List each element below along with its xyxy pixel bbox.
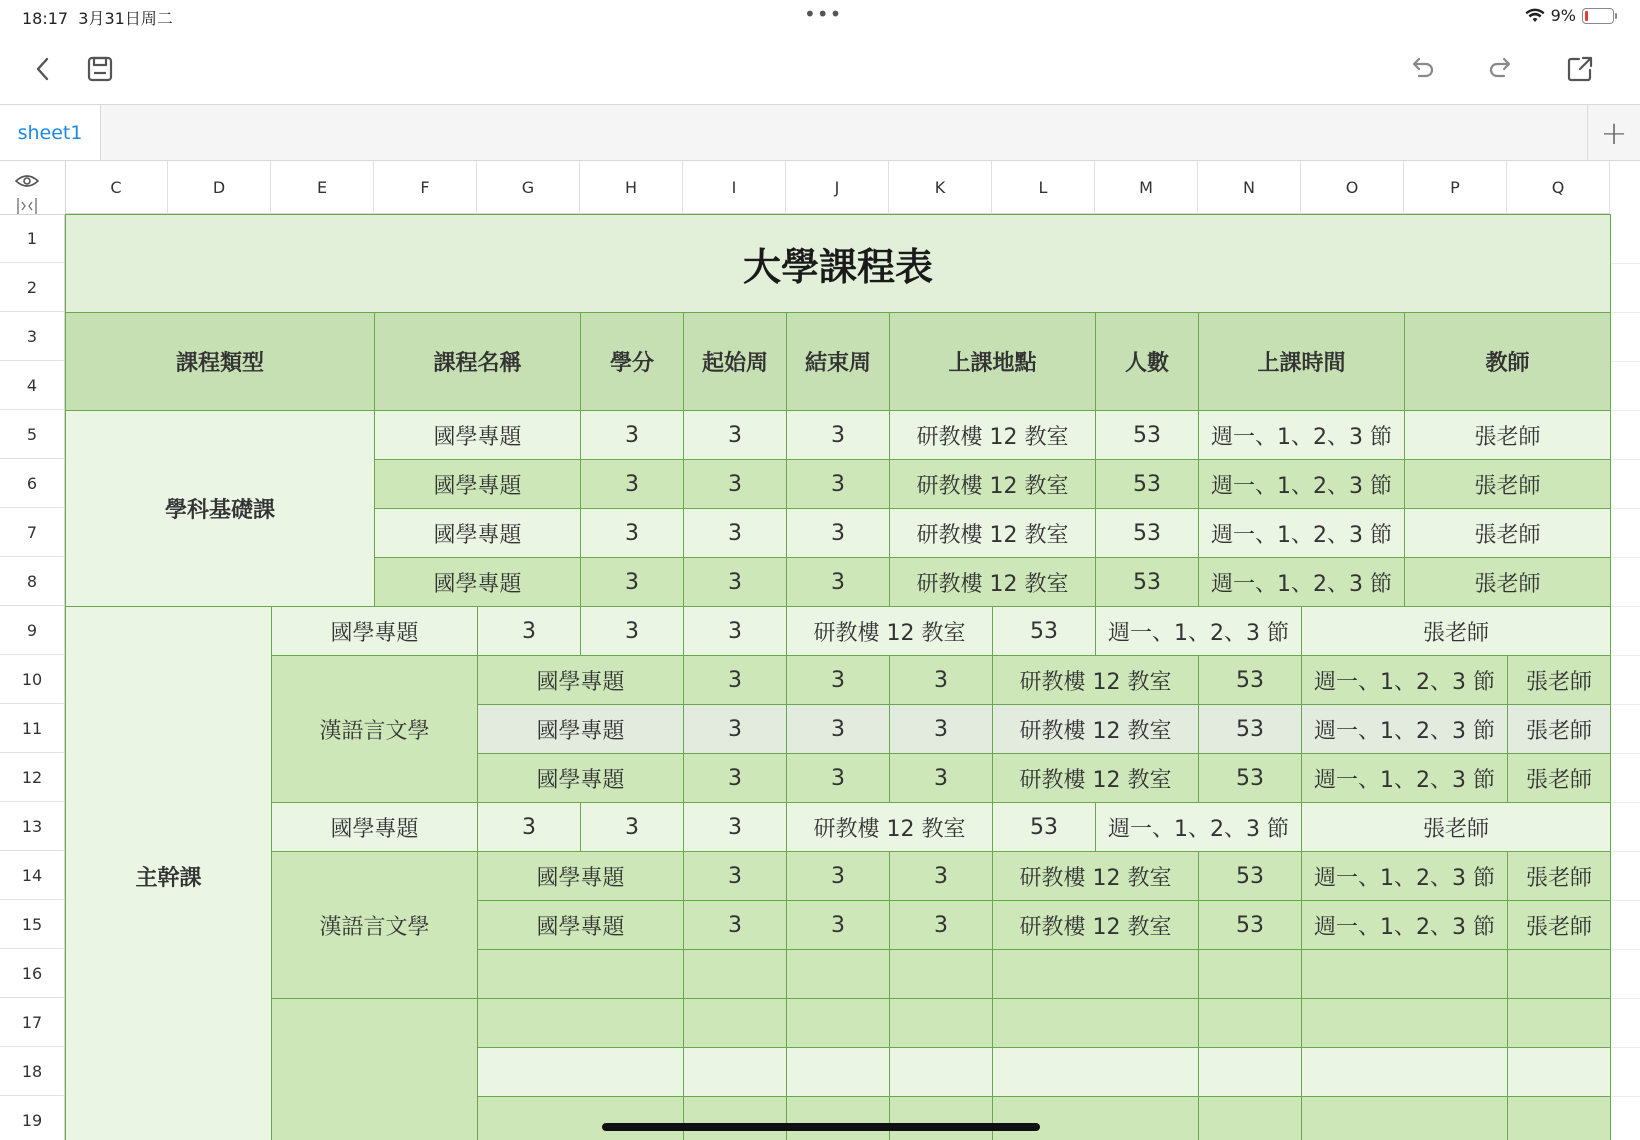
empty-cell[interactable] (786, 1047, 890, 1097)
empty-cell[interactable] (1301, 1047, 1508, 1097)
empty-cell[interactable] (889, 1096, 993, 1140)
empty-cell[interactable] (683, 998, 787, 1048)
empty-cell[interactable] (683, 1096, 787, 1140)
row-header-12[interactable]: 12 (0, 753, 65, 802)
cell-course-name[interactable]: 國學專題 (374, 459, 581, 509)
cell-time[interactable]: 週一、1、2、3 節 (1198, 459, 1405, 509)
header-teacher[interactable]: 教師 (1404, 312, 1611, 411)
column-header-e[interactable]: E (271, 161, 374, 214)
grid-corner[interactable] (0, 161, 66, 215)
empty-cell[interactable] (889, 998, 993, 1048)
row-header-18[interactable]: 18 (0, 1047, 65, 1096)
group-basic-course[interactable]: 學科基礎課 (65, 410, 375, 607)
cell-time[interactable]: 週一、1、2、3 節 (1095, 606, 1302, 656)
cell-teacher[interactable]: 張老師 (1404, 410, 1611, 460)
cell-count[interactable]: 53 (1095, 508, 1199, 558)
freeze-icon[interactable] (16, 197, 38, 215)
cell-location[interactable]: 研教樓 12 教室 (992, 753, 1199, 803)
cell-course-name[interactable]: 國學專題 (477, 753, 684, 803)
row-header-17[interactable]: 17 (0, 998, 65, 1047)
column-header-n[interactable]: N (1198, 161, 1301, 214)
cell-start-week[interactable]: 3 (683, 508, 787, 558)
empty-cell[interactable] (992, 949, 1199, 999)
empty-cell[interactable] (992, 998, 1199, 1048)
cell-teacher[interactable]: 張老師 (1301, 606, 1611, 656)
empty-cell[interactable] (477, 1047, 684, 1097)
cell-credit[interactable]: 3 (683, 900, 787, 950)
empty-cell[interactable] (477, 1096, 684, 1140)
header-count[interactable]: 人數 (1095, 312, 1199, 411)
cell-count[interactable]: 53 (1198, 900, 1302, 950)
cell-location[interactable]: 研教樓 12 教室 (992, 900, 1199, 950)
cell-end-week[interactable]: 3 (786, 557, 890, 607)
group-main-course[interactable]: 主幹課 (65, 606, 272, 1140)
empty-cell[interactable] (1198, 949, 1302, 999)
cell-start-week[interactable]: 3 (786, 704, 890, 754)
cell-time[interactable]: 週一、1、2、3 節 (1301, 900, 1508, 950)
empty-cell[interactable] (992, 1096, 1199, 1140)
cell-location[interactable]: 研教樓 12 教室 (992, 851, 1199, 901)
empty-cell[interactable] (1198, 998, 1302, 1048)
cell-course-name[interactable]: 國學專題 (271, 606, 478, 656)
cell-teacher[interactable]: 張老師 (1301, 802, 1611, 852)
empty-cell[interactable] (1507, 949, 1611, 999)
empty-cell[interactable] (1507, 998, 1611, 1048)
cell-count[interactable]: 53 (1198, 851, 1302, 901)
cell-credit[interactable]: 3 (580, 557, 684, 607)
row-header-2[interactable]: 2 (0, 263, 65, 312)
empty-cell[interactable] (683, 1047, 787, 1097)
row-header-3[interactable]: 3 (0, 312, 65, 361)
empty-cell[interactable] (477, 949, 684, 999)
column-header-p[interactable]: P (1404, 161, 1507, 214)
cell-teacher[interactable]: 張老師 (1507, 655, 1611, 705)
row-header-10[interactable]: 10 (0, 655, 65, 704)
group-chinese-literature-2[interactable]: 漢語言文學 (271, 851, 478, 999)
cell-time[interactable]: 週一、1、2、3 節 (1301, 851, 1508, 901)
cell-location[interactable]: 研教樓 12 教室 (889, 557, 1096, 607)
empty-cell[interactable] (786, 998, 890, 1048)
cell-teacher[interactable]: 張老師 (1404, 557, 1611, 607)
header-time[interactable]: 上課時間 (1198, 312, 1405, 411)
row-header-5[interactable]: 5 (0, 410, 65, 459)
add-sheet-button[interactable]: + (1587, 105, 1640, 160)
cell-course-name[interactable]: 國學專題 (477, 900, 684, 950)
cell-start-week[interactable]: 3 (786, 655, 890, 705)
cell-credit[interactable]: 3 (477, 802, 581, 852)
cell-course-name[interactable]: 國學專題 (271, 802, 478, 852)
column-header-d[interactable]: D (168, 161, 271, 214)
cell-location[interactable]: 研教樓 12 教室 (786, 802, 993, 852)
cell-teacher[interactable]: 張老師 (1507, 704, 1611, 754)
share-icon[interactable] (1563, 52, 1597, 86)
cell-teacher[interactable]: 張老師 (1507, 900, 1611, 950)
cell-credit[interactable]: 3 (580, 459, 684, 509)
header-location[interactable]: 上課地點 (889, 312, 1096, 411)
cell-start-week[interactable]: 3 (786, 851, 890, 901)
cell-time[interactable]: 週一、1、2、3 節 (1301, 753, 1508, 803)
row-header-14[interactable]: 14 (0, 851, 65, 900)
cell-location[interactable]: 研教樓 12 教室 (992, 655, 1199, 705)
cell-count[interactable]: 53 (992, 802, 1096, 852)
row-header-1[interactable]: 1 (0, 214, 65, 263)
header-start-week[interactable]: 起始周 (683, 312, 787, 411)
empty-cell[interactable] (477, 998, 684, 1048)
column-header-k[interactable]: K (889, 161, 992, 214)
save-icon[interactable] (83, 52, 117, 86)
cell-teacher[interactable]: 張老師 (1404, 508, 1611, 558)
header-course-type[interactable]: 課程類型 (65, 312, 375, 411)
empty-cell[interactable] (1301, 949, 1508, 999)
column-header-m[interactable]: M (1095, 161, 1198, 214)
battery-icon (1582, 8, 1614, 24)
multitask-dots[interactable]: ••• (804, 2, 843, 26)
row-header-15[interactable]: 15 (0, 900, 65, 949)
cell-time[interactable]: 週一、1、2、3 節 (1095, 802, 1302, 852)
row-header-9[interactable]: 9 (0, 606, 65, 655)
cell-credit[interactable]: 3 (580, 508, 684, 558)
column-header-f[interactable]: F (374, 161, 477, 214)
column-header-c[interactable]: C (65, 161, 168, 214)
wifi-icon (1525, 8, 1545, 24)
cell-course-name[interactable]: 國學專題 (477, 655, 684, 705)
empty-cell[interactable] (1507, 1096, 1611, 1140)
row-header-11[interactable]: 11 (0, 704, 65, 753)
cell-credit[interactable]: 3 (683, 851, 787, 901)
cell-location[interactable]: 研教樓 12 教室 (889, 508, 1096, 558)
chevron-left-icon[interactable] (26, 52, 60, 86)
column-header-l[interactable]: L (992, 161, 1095, 214)
spreadsheet-grid[interactable] (0, 161, 1640, 1140)
cell-end-week[interactable]: 3 (889, 753, 993, 803)
cell-time[interactable]: 週一、1、2、3 節 (1198, 410, 1405, 460)
cell-end-week[interactable]: 3 (786, 410, 890, 460)
column-header-h[interactable]: H (580, 161, 683, 214)
cell-end-week[interactable]: 3 (889, 851, 993, 901)
empty-cell[interactable] (1507, 1047, 1611, 1097)
cell-time[interactable]: 週一、1、2、3 節 (1301, 704, 1508, 754)
row-header-4[interactable]: 4 (0, 361, 65, 410)
cell-end-week[interactable]: 3 (683, 606, 787, 656)
empty-cell[interactable] (786, 949, 890, 999)
eye-icon[interactable] (15, 173, 39, 189)
empty-cell[interactable] (992, 1047, 1199, 1097)
empty-cell[interactable] (683, 949, 787, 999)
column-header-o[interactable]: O (1301, 161, 1404, 214)
column-header-i[interactable]: I (683, 161, 786, 214)
cell-credit[interactable]: 3 (683, 655, 787, 705)
cell-teacher[interactable]: 張老師 (1404, 459, 1611, 509)
row-header-8[interactable]: 8 (0, 557, 65, 606)
cell-start-week[interactable]: 3 (786, 900, 890, 950)
cell-time[interactable]: 週一、1、2、3 節 (1198, 508, 1405, 558)
header-credit[interactable]: 學分 (580, 312, 684, 411)
cell-teacher[interactable]: 張老師 (1507, 753, 1611, 803)
cell-course-name[interactable]: 國學專題 (374, 557, 581, 607)
cell-location[interactable]: 研教樓 12 教室 (889, 410, 1096, 460)
cell-time[interactable]: 週一、1、2、3 節 (1198, 557, 1405, 607)
header-course-name[interactable]: 課程名稱 (374, 312, 581, 411)
sheet-title[interactable]: 大學課程表 (65, 214, 1611, 313)
column-header-q[interactable]: Q (1507, 161, 1610, 214)
cell-count[interactable]: 53 (1095, 459, 1199, 509)
cell-start-week[interactable]: 3 (580, 802, 684, 852)
status-bar (0, 0, 1640, 34)
cell-start-week[interactable]: 3 (786, 753, 890, 803)
cell-start-week[interactable]: 3 (683, 410, 787, 460)
empty-cell[interactable] (1198, 1047, 1302, 1097)
cell-credit[interactable]: 3 (477, 606, 581, 656)
cell-end-week[interactable]: 3 (683, 802, 787, 852)
sheet-tab-bar (0, 105, 1640, 161)
empty-group-cell[interactable] (271, 998, 478, 1140)
cell-location[interactable]: 研教樓 12 教室 (889, 459, 1096, 509)
toolbar (0, 34, 1640, 105)
header-end-week[interactable]: 結束周 (786, 312, 890, 411)
column-header-j[interactable]: J (786, 161, 889, 214)
empty-cell[interactable] (889, 949, 993, 999)
column-header-g[interactable]: G (477, 161, 580, 214)
cell-start-week[interactable]: 3 (683, 557, 787, 607)
tab-sheet1[interactable]: sheet1 (0, 105, 101, 160)
empty-cell[interactable] (786, 1096, 890, 1140)
row-header-13[interactable]: 13 (0, 802, 65, 851)
home-indicator (602, 1123, 1040, 1131)
battery-percent: 9% (1550, 6, 1576, 25)
cell-count[interactable]: 53 (1198, 753, 1302, 803)
cell-location[interactable]: 研教樓 12 教室 (992, 704, 1199, 754)
row-header-7[interactable]: 7 (0, 508, 65, 557)
cell-end-week[interactable]: 3 (889, 704, 993, 754)
cell-count[interactable]: 53 (1095, 557, 1199, 607)
redo-icon[interactable] (1484, 52, 1518, 86)
cell-course-name[interactable]: 國學專題 (374, 508, 581, 558)
empty-cell[interactable] (889, 1047, 993, 1097)
row-header-6[interactable]: 6 (0, 459, 65, 508)
cell-course-name[interactable]: 國學專題 (477, 851, 684, 901)
cell-count[interactable]: 53 (1095, 410, 1199, 460)
cell-end-week[interactable]: 3 (786, 459, 890, 509)
cell-teacher[interactable]: 張老師 (1507, 851, 1611, 901)
cell-end-week[interactable]: 3 (786, 508, 890, 558)
cell-location[interactable]: 研教樓 12 教室 (786, 606, 993, 656)
cell-time[interactable]: 週一、1、2、3 節 (1301, 655, 1508, 705)
cell-end-week[interactable]: 3 (889, 900, 993, 950)
undo-icon[interactable] (1405, 52, 1439, 86)
empty-cell[interactable] (1301, 998, 1508, 1048)
cell-course-name[interactable]: 國學專題 (477, 704, 684, 754)
cell-start-week[interactable]: 3 (580, 606, 684, 656)
cell-credit[interactable]: 3 (683, 753, 787, 803)
cell-end-week[interactable]: 3 (889, 655, 993, 705)
cell-credit[interactable]: 3 (580, 410, 684, 460)
row-header-16[interactable]: 16 (0, 949, 65, 998)
cell-course-name[interactable]: 國學專題 (374, 410, 581, 460)
cell-count[interactable]: 53 (992, 606, 1096, 656)
cell-count[interactable]: 53 (1198, 655, 1302, 705)
empty-cell[interactable] (1301, 1096, 1508, 1140)
status-time: 18:17 3月31日周二 (22, 9, 173, 28)
status-right (1525, 6, 1614, 25)
row-header-19[interactable]: 19 (0, 1096, 65, 1140)
cell-count[interactable]: 53 (1198, 704, 1302, 754)
cell-start-week[interactable]: 3 (683, 459, 787, 509)
empty-cell[interactable] (1198, 1096, 1302, 1140)
cell-credit[interactable]: 3 (683, 704, 787, 754)
group-chinese-literature-1[interactable]: 漢語言文學 (271, 655, 478, 803)
